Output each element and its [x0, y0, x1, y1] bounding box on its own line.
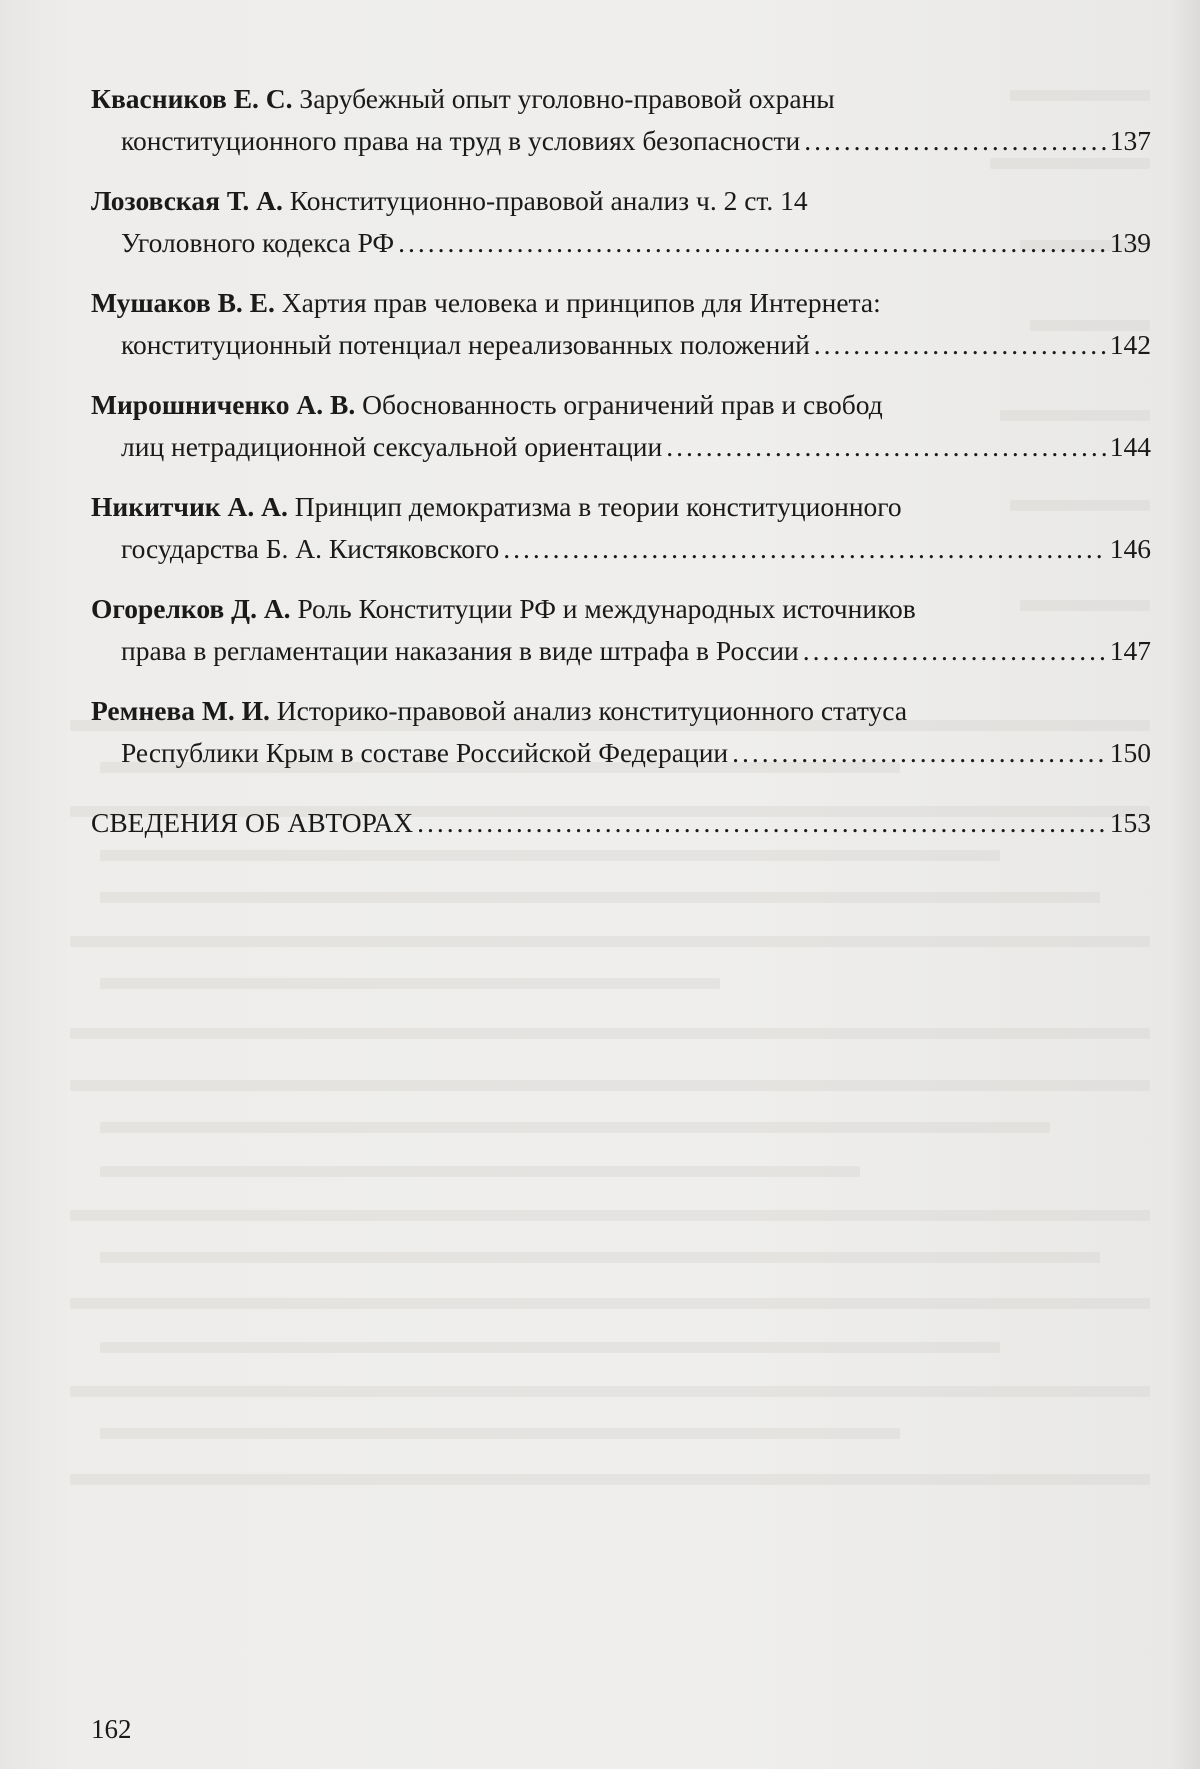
- toc-section-entry: [91, 802, 1151, 844]
- entry-title: Обоснованность ограничений прав и свобод: [362, 389, 883, 420]
- toc-entry-line2: [91, 222, 1151, 264]
- entry-page: 150: [1109, 737, 1151, 768]
- toc-entry-line2: [91, 732, 1151, 774]
- section-title: СВЕДЕНИЯ ОБ АВТОРАХ: [91, 807, 414, 838]
- dot-leader: [503, 528, 1105, 570]
- page-edge-shadow: [1170, 0, 1200, 1769]
- toc-entry-line1: [91, 384, 1151, 426]
- entry-author: Ремнева М. И.: [91, 695, 270, 726]
- entry-title-cont: конституционного права на труд в условиях безопасности: [121, 125, 801, 156]
- entry-author: Огорелков Д. А.: [91, 593, 291, 624]
- dot-leader: [814, 324, 1106, 366]
- toc-entry-line1: [91, 690, 1151, 732]
- toc-entry: [91, 282, 1151, 366]
- toc-entry: [91, 78, 1151, 162]
- toc-entry-line2: [91, 120, 1151, 162]
- toc-entry-line1: [91, 282, 1151, 324]
- entry-page: 139: [1109, 227, 1151, 258]
- dot-leader: [666, 426, 1106, 468]
- dot-leader: [732, 732, 1106, 774]
- entry-title: Хартия прав человека и принципов для Интернета:: [281, 287, 881, 318]
- toc-entry: [91, 384, 1151, 468]
- entry-title-cont: лиц нетрадиционной сексуальной ориентации: [121, 431, 663, 462]
- toc-entry-line2: [91, 324, 1151, 366]
- toc-entry-line1: [91, 78, 1151, 120]
- entry-author: Никитчик А. А.: [91, 491, 288, 522]
- section-page: 153: [1109, 807, 1151, 838]
- entry-page: 142: [1109, 329, 1151, 360]
- entry-title: Историко-правовой анализ конституционного статуса: [276, 695, 908, 726]
- page-number: 162: [91, 1714, 132, 1744]
- table-of-contents: [91, 78, 1151, 862]
- entry-author: Мушаков В. Е.: [91, 287, 275, 318]
- entry-title: Зарубежный опыт уголовно-правовой охраны: [299, 83, 835, 114]
- entry-page: 144: [1109, 431, 1151, 462]
- toc-entry-line1: [91, 180, 1151, 222]
- dot-leader: [804, 120, 1105, 162]
- entry-author: Мирошниченко А. В.: [91, 389, 356, 420]
- entry-title-cont: государства Б. А. Кистяковского: [121, 533, 500, 564]
- toc-entry-line2: [91, 528, 1151, 570]
- entry-author: Лозовская Т. А.: [91, 185, 283, 216]
- entry-author: Квасников Е. С.: [91, 83, 293, 114]
- toc-entry-line1: [91, 486, 1151, 528]
- toc-entry: [91, 486, 1151, 570]
- entry-title-cont: Уголовного кодекса РФ: [121, 227, 395, 258]
- section-line: [91, 802, 1151, 844]
- toc-entry-line2: [91, 630, 1151, 672]
- dot-leader: [398, 222, 1106, 264]
- toc-entry: [91, 690, 1151, 774]
- toc-entry: [91, 588, 1151, 672]
- dot-leader: [803, 630, 1106, 672]
- entry-title: Роль Конституции РФ и международных источников: [297, 593, 916, 624]
- dot-leader: [417, 802, 1106, 844]
- entry-title-cont: права в регламентации наказания в виде штрафа в России: [121, 635, 799, 666]
- toc-entry: [91, 180, 1151, 264]
- toc-entry-line2: [91, 426, 1151, 468]
- entry-title-cont: конституционный потенциал нереализованных положений: [121, 329, 810, 360]
- entry-title: Конституционно-правовой анализ ч. 2 ст. 14: [289, 185, 808, 216]
- entry-page: 146: [1109, 533, 1151, 564]
- entry-page: 147: [1109, 635, 1151, 666]
- entry-page: 137: [1109, 125, 1151, 156]
- entry-title: Принцип демократизма в теории конституционного: [294, 491, 902, 522]
- entry-title-cont: Республики Крым в составе Российской Федерации: [121, 737, 729, 768]
- toc-entry-line1: [91, 588, 1151, 630]
